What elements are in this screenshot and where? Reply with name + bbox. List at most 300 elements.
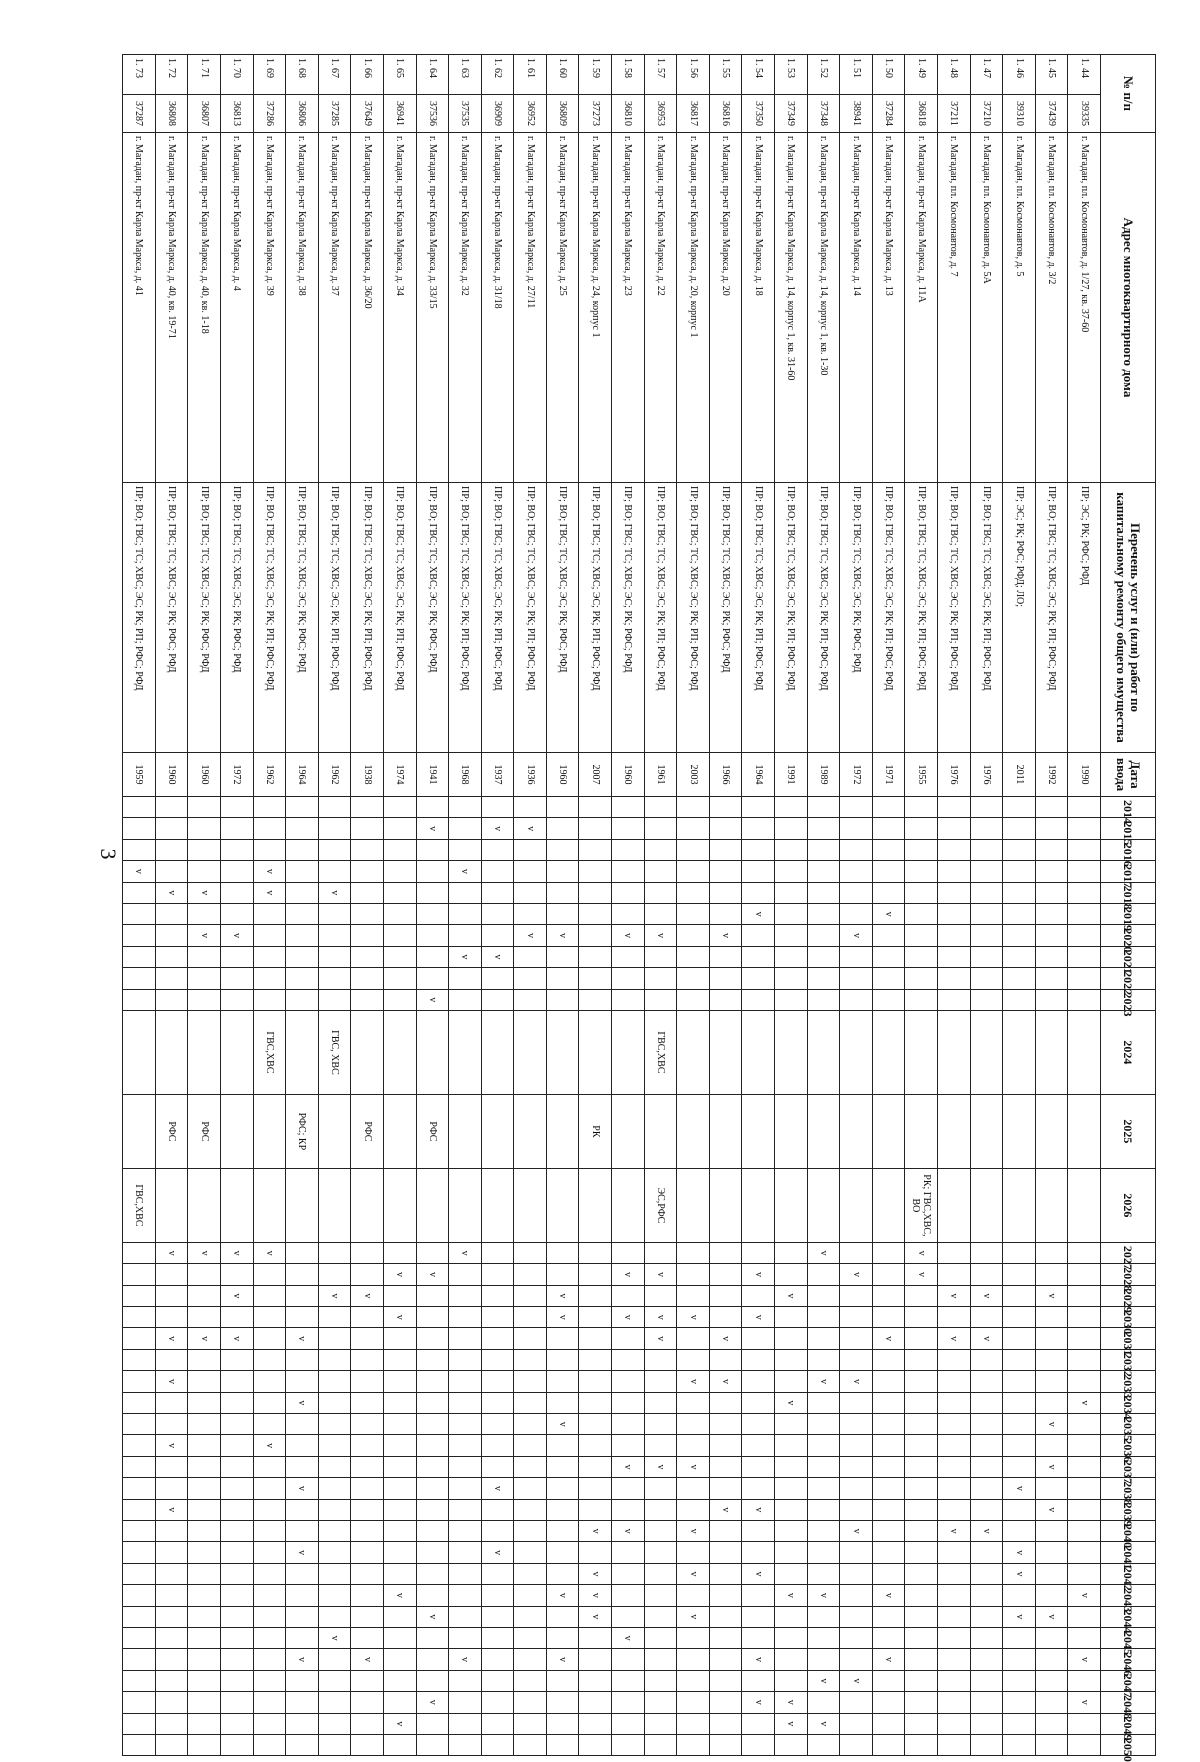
check-mark-cell xyxy=(905,1264,938,1285)
empty-cell xyxy=(677,1242,710,1263)
check-mark-cell xyxy=(286,1328,319,1349)
empty-cell xyxy=(1068,1010,1101,1094)
row-number: 1. 56 xyxy=(677,55,710,95)
empty-cell xyxy=(253,1649,286,1670)
empty-cell xyxy=(612,989,645,1010)
empty-cell xyxy=(709,1242,742,1263)
empty-cell xyxy=(253,818,286,839)
check-mark: v xyxy=(198,890,210,896)
check-mark: v xyxy=(687,1571,699,1577)
house-code: 37284 xyxy=(872,95,905,133)
check-mark-cell xyxy=(188,1328,221,1349)
empty-cell xyxy=(807,1328,840,1349)
empty-cell xyxy=(938,839,971,860)
empty-cell xyxy=(449,1734,482,1755)
empty-cell xyxy=(351,818,384,839)
check-mark: v xyxy=(817,1250,829,1256)
empty-cell xyxy=(612,946,645,967)
empty-cell xyxy=(351,1371,384,1392)
header-year: 2031 xyxy=(1101,1328,1156,1349)
empty-cell xyxy=(286,925,319,946)
empty-cell xyxy=(579,1168,612,1242)
empty-cell xyxy=(188,946,221,967)
empty-cell xyxy=(449,1392,482,1413)
empty-cell xyxy=(807,839,840,860)
services-list: ПР; ВО; ГВС; ТС; ХВС; ЭС; РК; РП; РФС; РФД xyxy=(742,483,775,753)
empty-cell xyxy=(155,1627,188,1648)
check-mark-cell xyxy=(1068,1585,1101,1606)
house-address: г. Магадан, пр-кт Карла Маркса, д. 13 xyxy=(872,133,905,483)
empty-cell xyxy=(449,1328,482,1349)
empty-cell xyxy=(579,1499,612,1520)
empty-cell xyxy=(775,903,808,924)
check-mark: v xyxy=(361,1293,373,1299)
check-mark-cell xyxy=(546,1307,579,1328)
empty-cell xyxy=(383,1692,416,1713)
services-list: ПР; ВО; ГВС; ТС; ХВС; ЭС; РК; РП; РФС; РФД xyxy=(905,483,938,753)
empty-cell xyxy=(546,1456,579,1477)
empty-cell xyxy=(286,1713,319,1734)
commission-date: 1962 xyxy=(253,753,286,797)
empty-cell xyxy=(514,1734,547,1755)
empty-cell xyxy=(970,968,1003,989)
check-mark: v xyxy=(426,997,438,1003)
empty-cell xyxy=(1068,946,1101,967)
check-mark: v xyxy=(622,1314,634,1320)
empty-cell xyxy=(709,1392,742,1413)
empty-cell xyxy=(840,1478,873,1499)
empty-cell xyxy=(220,989,253,1010)
empty-cell xyxy=(840,1649,873,1670)
empty-cell xyxy=(514,1010,547,1094)
empty-cell xyxy=(970,861,1003,882)
empty-cell xyxy=(612,1168,645,1242)
empty-cell xyxy=(449,818,482,839)
empty-cell xyxy=(416,1435,449,1456)
empty-cell xyxy=(872,818,905,839)
empty-cell xyxy=(579,1649,612,1670)
check-mark: v xyxy=(329,890,341,896)
empty-cell xyxy=(970,1692,1003,1713)
empty-cell xyxy=(383,925,416,946)
empty-cell xyxy=(905,818,938,839)
empty-cell xyxy=(514,1520,547,1541)
empty-cell xyxy=(677,1692,710,1713)
empty-cell xyxy=(840,968,873,989)
empty-cell xyxy=(514,1456,547,1477)
empty-cell xyxy=(416,1371,449,1392)
check-mark-cell xyxy=(253,1242,286,1263)
empty-cell xyxy=(1003,1328,1036,1349)
empty-cell xyxy=(514,1692,547,1713)
empty-cell xyxy=(938,1585,971,1606)
empty-cell xyxy=(351,1606,384,1627)
empty-cell xyxy=(449,925,482,946)
empty-cell xyxy=(807,1094,840,1168)
empty-cell xyxy=(1068,797,1101,818)
empty-cell xyxy=(775,1010,808,1094)
empty-cell xyxy=(286,1456,319,1477)
empty-cell xyxy=(514,1649,547,1670)
empty-cell xyxy=(481,1713,514,1734)
empty-cell xyxy=(709,1094,742,1168)
empty-cell xyxy=(449,797,482,818)
house-address: г. Магадан, пр-кт Карла Маркса, д. 4 xyxy=(220,133,253,483)
empty-cell xyxy=(938,1627,971,1648)
empty-cell xyxy=(742,1456,775,1477)
house-address: г. Магадан, пр-кт Карла Маркса, д. 31/18 xyxy=(481,133,514,483)
house-code: 36810 xyxy=(612,95,645,133)
empty-cell xyxy=(123,946,156,967)
house-address: г. Магадан, пр-кт Карла Маркса, д. 40, кв. 19-71 xyxy=(155,133,188,483)
empty-cell xyxy=(188,1670,221,1691)
table-row xyxy=(220,55,253,1756)
empty-cell xyxy=(123,1010,156,1094)
empty-cell xyxy=(220,1627,253,1648)
empty-cell xyxy=(383,1563,416,1584)
empty-cell xyxy=(220,818,253,839)
empty-cell xyxy=(612,1542,645,1563)
empty-cell xyxy=(742,1392,775,1413)
empty-cell xyxy=(677,1542,710,1563)
empty-cell xyxy=(351,797,384,818)
empty-cell xyxy=(123,903,156,924)
row-number: 1. 71 xyxy=(188,55,221,95)
empty-cell xyxy=(220,1649,253,1670)
house-address: г. Магадан, пр-кт Карла Маркса, д. 14, корпус 1, кв. 1-30 xyxy=(807,133,840,483)
empty-cell xyxy=(188,1542,221,1563)
work-cell: ГВС, ХВС xyxy=(318,1010,351,1094)
check-mark-cell xyxy=(188,1242,221,1263)
empty-cell xyxy=(481,1307,514,1328)
empty-cell xyxy=(351,1456,384,1477)
empty-cell xyxy=(807,1734,840,1755)
empty-cell xyxy=(351,1307,384,1328)
empty-cell xyxy=(416,1168,449,1242)
empty-cell xyxy=(775,1094,808,1168)
empty-cell xyxy=(155,925,188,946)
empty-cell xyxy=(514,1349,547,1370)
empty-cell xyxy=(1003,946,1036,967)
header-year: 2046 xyxy=(1101,1649,1156,1670)
header-year: 2040 xyxy=(1101,1520,1156,1541)
check-mark: v xyxy=(850,1271,862,1277)
empty-cell xyxy=(123,1349,156,1370)
check-mark: v xyxy=(948,1528,960,1534)
empty-cell xyxy=(220,1307,253,1328)
empty-cell xyxy=(709,968,742,989)
table-row xyxy=(905,55,938,1756)
empty-cell xyxy=(905,1414,938,1435)
check-mark-cell xyxy=(807,1242,840,1263)
services-list: ПР; ВО; ГВС; ТС; ХВС; ЭС; РК; РФС; РФД xyxy=(546,483,579,753)
empty-cell xyxy=(775,1563,808,1584)
rotated-table-content xyxy=(122,54,1156,1762)
empty-cell xyxy=(807,903,840,924)
empty-cell xyxy=(677,1585,710,1606)
empty-cell xyxy=(481,861,514,882)
empty-cell xyxy=(383,1435,416,1456)
check-mark-cell xyxy=(872,1649,905,1670)
empty-cell xyxy=(286,797,319,818)
empty-cell xyxy=(677,818,710,839)
empty-cell xyxy=(840,989,873,1010)
check-mark: v xyxy=(524,826,536,832)
header-year: 2038 xyxy=(1101,1478,1156,1499)
empty-cell xyxy=(938,1168,971,1242)
table-row xyxy=(351,55,384,1756)
empty-cell xyxy=(905,1563,938,1584)
empty-cell xyxy=(709,1649,742,1670)
empty-cell xyxy=(807,1349,840,1370)
check-mark: v xyxy=(589,1571,601,1577)
empty-cell xyxy=(644,818,677,839)
empty-cell xyxy=(970,1435,1003,1456)
check-mark-cell xyxy=(1003,1563,1036,1584)
empty-cell xyxy=(872,797,905,818)
check-mark: v xyxy=(654,933,666,939)
empty-cell xyxy=(123,1285,156,1306)
empty-cell xyxy=(546,1692,579,1713)
schedule-grid xyxy=(122,54,1156,1762)
empty-cell xyxy=(840,861,873,882)
check-mark-cell xyxy=(709,1371,742,1392)
empty-cell xyxy=(938,925,971,946)
empty-cell xyxy=(872,861,905,882)
empty-cell xyxy=(1068,1414,1101,1435)
check-mark: v xyxy=(459,1657,471,1663)
empty-cell xyxy=(709,1435,742,1456)
check-mark-cell xyxy=(579,1585,612,1606)
empty-cell xyxy=(970,1392,1003,1413)
empty-cell xyxy=(1068,1734,1101,1755)
check-mark-cell xyxy=(677,1520,710,1541)
empty-cell xyxy=(709,989,742,1010)
empty-cell xyxy=(416,839,449,860)
check-mark: v xyxy=(394,1271,406,1277)
empty-cell xyxy=(253,989,286,1010)
work-cell: РФС xyxy=(188,1094,221,1168)
empty-cell xyxy=(644,797,677,818)
check-mark-cell xyxy=(155,1499,188,1520)
empty-cell xyxy=(905,1606,938,1627)
empty-cell xyxy=(709,1349,742,1370)
check-mark: v xyxy=(492,1550,504,1556)
empty-cell xyxy=(872,925,905,946)
empty-cell xyxy=(970,1371,1003,1392)
commission-date: 1989 xyxy=(807,753,840,797)
empty-cell xyxy=(351,1010,384,1094)
empty-cell xyxy=(383,903,416,924)
empty-cell xyxy=(155,946,188,967)
empty-cell xyxy=(383,1242,416,1263)
empty-cell xyxy=(840,1499,873,1520)
empty-cell xyxy=(1068,1627,1101,1648)
empty-cell xyxy=(188,818,221,839)
empty-cell xyxy=(318,1713,351,1734)
empty-cell xyxy=(872,1307,905,1328)
empty-cell xyxy=(383,1649,416,1670)
empty-cell xyxy=(253,1264,286,1285)
check-mark: v xyxy=(654,1464,666,1470)
empty-cell xyxy=(351,1392,384,1413)
empty-cell xyxy=(1035,1542,1068,1563)
check-mark-cell xyxy=(970,1285,1003,1306)
house-code: 36941 xyxy=(383,95,416,133)
check-mark-cell xyxy=(514,925,547,946)
empty-cell xyxy=(123,1478,156,1499)
check-mark-cell xyxy=(579,1606,612,1627)
empty-cell xyxy=(938,903,971,924)
check-mark: v xyxy=(589,1592,601,1598)
row-number: 1. 60 xyxy=(546,55,579,95)
empty-cell xyxy=(1035,1435,1068,1456)
empty-cell xyxy=(546,1563,579,1584)
table-row xyxy=(481,55,514,1756)
empty-cell xyxy=(514,1264,547,1285)
empty-cell xyxy=(220,1264,253,1285)
work-cell: ЭС,РФС xyxy=(644,1168,677,1242)
empty-cell xyxy=(938,1414,971,1435)
empty-cell xyxy=(644,1392,677,1413)
commission-date: 1964 xyxy=(286,753,319,797)
empty-cell xyxy=(579,1627,612,1648)
services-list: ПР; ВО; ГВС; ТС; ХВС; ЭС; РК; РП; РФС; РФД xyxy=(123,483,156,753)
empty-cell xyxy=(579,946,612,967)
empty-cell xyxy=(579,925,612,946)
empty-cell xyxy=(970,925,1003,946)
empty-cell xyxy=(416,1010,449,1094)
empty-cell xyxy=(775,1734,808,1755)
empty-cell xyxy=(1068,1478,1101,1499)
empty-cell xyxy=(220,1094,253,1168)
empty-cell xyxy=(970,1542,1003,1563)
empty-cell xyxy=(1003,1692,1036,1713)
empty-cell xyxy=(1035,1371,1068,1392)
check-mark-cell xyxy=(383,1307,416,1328)
empty-cell xyxy=(807,797,840,818)
empty-cell xyxy=(742,1242,775,1263)
empty-cell xyxy=(1068,989,1101,1010)
check-mark: v xyxy=(980,1293,992,1299)
check-mark-cell xyxy=(1003,1542,1036,1563)
check-mark-cell xyxy=(1003,1478,1036,1499)
house-code: 36952 xyxy=(514,95,547,133)
header-address: Адрес многоквартирного дома xyxy=(1101,133,1156,483)
empty-cell xyxy=(709,1414,742,1435)
table-row xyxy=(155,55,188,1756)
empty-cell xyxy=(351,839,384,860)
empty-cell xyxy=(872,1392,905,1413)
empty-cell xyxy=(742,1094,775,1168)
empty-cell xyxy=(416,1456,449,1477)
empty-cell xyxy=(1068,1435,1101,1456)
check-mark-cell xyxy=(677,1563,710,1584)
empty-cell xyxy=(155,903,188,924)
empty-cell xyxy=(775,1670,808,1691)
empty-cell xyxy=(807,1168,840,1242)
check-mark-cell xyxy=(775,1392,808,1413)
empty-cell xyxy=(449,1285,482,1306)
empty-cell xyxy=(514,1606,547,1627)
header-year: 2036 xyxy=(1101,1435,1156,1456)
empty-cell xyxy=(351,1349,384,1370)
services-list: ПР; ВО; ГВС; ТС; ХВС; ЭС; РК; РП; РФС; РФД xyxy=(775,483,808,753)
empty-cell xyxy=(970,1563,1003,1584)
empty-cell xyxy=(220,903,253,924)
empty-cell xyxy=(253,1606,286,1627)
check-mark: v xyxy=(654,1314,666,1320)
empty-cell xyxy=(807,1264,840,1285)
empty-cell xyxy=(775,1456,808,1477)
check-mark-cell xyxy=(481,1478,514,1499)
empty-cell xyxy=(709,861,742,882)
services-list: ПР; ВО; ГВС; ТС; ХВС; ЭС; РК; РП; РФС; РФД xyxy=(938,483,971,753)
empty-cell xyxy=(677,1414,710,1435)
empty-cell xyxy=(155,968,188,989)
empty-cell xyxy=(1068,903,1101,924)
check-mark-cell xyxy=(807,1585,840,1606)
empty-cell xyxy=(872,1414,905,1435)
check-mark: v xyxy=(948,1336,960,1342)
empty-cell xyxy=(449,1094,482,1168)
empty-cell xyxy=(644,989,677,1010)
empty-cell xyxy=(677,903,710,924)
check-mark: v xyxy=(720,1507,732,1513)
empty-cell xyxy=(840,1456,873,1477)
empty-cell xyxy=(677,1264,710,1285)
check-mark-cell xyxy=(383,1713,416,1734)
empty-cell xyxy=(677,1094,710,1168)
check-mark-cell xyxy=(807,1713,840,1734)
empty-cell xyxy=(677,1010,710,1094)
empty-cell xyxy=(546,1520,579,1541)
services-list: ПР; ВО; ГВС; ТС; ХВС; ЭС; РК; РФС; РФД xyxy=(709,483,742,753)
row-number: 1. 63 xyxy=(449,55,482,95)
empty-cell xyxy=(644,903,677,924)
table-row xyxy=(840,55,873,1756)
empty-cell xyxy=(905,1692,938,1713)
empty-cell xyxy=(905,1094,938,1168)
empty-cell xyxy=(579,1392,612,1413)
house-address: г. Магадан, пр-кт Карла Маркса, д. 14 xyxy=(840,133,873,483)
row-number: 1. 53 xyxy=(775,55,808,95)
empty-cell xyxy=(449,1499,482,1520)
empty-cell xyxy=(416,903,449,924)
check-mark: v xyxy=(817,1378,829,1384)
check-mark: v xyxy=(166,1507,178,1513)
check-mark: v xyxy=(883,911,895,917)
empty-cell xyxy=(970,797,1003,818)
empty-cell xyxy=(220,1585,253,1606)
check-mark-cell xyxy=(449,946,482,967)
empty-cell xyxy=(775,1520,808,1541)
empty-cell xyxy=(612,1478,645,1499)
check-mark: v xyxy=(980,1528,992,1534)
empty-cell xyxy=(807,925,840,946)
header-year: 2015 xyxy=(1101,818,1156,839)
empty-cell xyxy=(155,1349,188,1370)
empty-cell xyxy=(546,1094,579,1168)
empty-cell xyxy=(970,1456,1003,1477)
commission-date: 1941 xyxy=(416,753,449,797)
empty-cell xyxy=(1003,1499,1036,1520)
check-mark: v xyxy=(263,868,275,874)
empty-cell xyxy=(644,1670,677,1691)
house-address: г. Магадан, пр-кт Карла Маркса, д. 20, корпус 1 xyxy=(677,133,710,483)
house-address: г. Магадан, пр-кт Карла Маркса, д. 14, корпус 1, кв. 31-60 xyxy=(775,133,808,483)
check-mark-cell xyxy=(612,1264,645,1285)
